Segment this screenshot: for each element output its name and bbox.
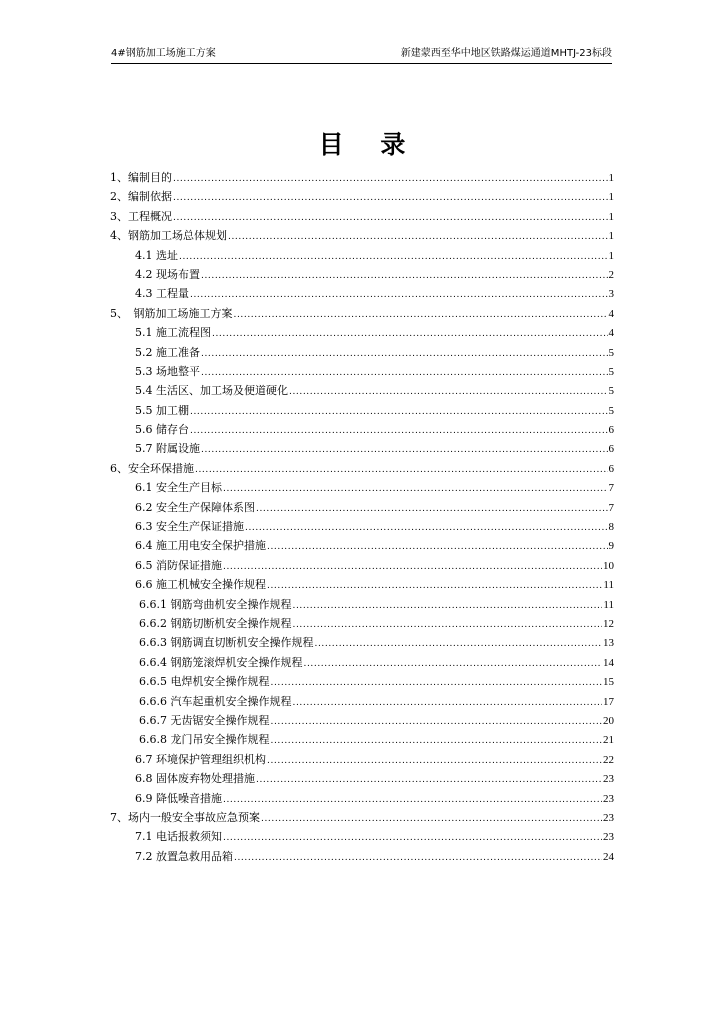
toc-page-number: 22 [603,753,614,766]
toc-dot-leader [201,265,608,284]
toc-entry[interactable] [110,343,614,362]
toc-entry[interactable] [110,847,614,866]
toc-page-number: 1 [608,172,614,184]
toc-entry[interactable] [110,633,614,652]
toc-page-number: 2 [608,268,614,281]
toc-entry[interactable] [110,556,614,575]
toc-entry[interactable] [110,459,614,478]
toc-page-number: 8 [608,521,614,534]
toc-entry[interactable] [110,692,614,711]
toc-entry-label: 6.2 安全生产保障体系图 [135,500,255,514]
toc-page-number: 1 [608,230,614,243]
toc-entry-label: 7、场内一般安全事故应急预案 [110,810,260,824]
toc-entry[interactable] [110,827,614,846]
toc-entry[interactable] [110,439,614,458]
toc-entry[interactable] [110,168,614,187]
toc-entry[interactable] [110,653,614,672]
toc-entry[interactable] [110,769,614,788]
toc-dot-leader [267,536,608,555]
toc-dot-leader [267,750,602,769]
toc-entry-label: 6.6.2 钢筋切断机安全操作规程 [139,616,292,630]
toc-page-number: 7 [608,482,614,495]
toc-dot-leader [261,808,602,827]
toc-page-number: 14 [603,656,614,669]
toc-entry[interactable] [110,420,614,439]
toc-dot-leader [293,692,603,711]
toc-page-number: 21 [603,734,614,747]
toc-entry[interactable] [110,575,614,594]
toc-page-number: 5 [608,404,614,417]
toc-page-number: 23 [603,831,614,844]
toc-page-number: 11 [603,579,614,592]
toc-dot-leader [212,323,608,342]
toc-entry-label: 2、编制依据 [110,190,172,204]
toc-page-number: 17 [603,695,614,708]
toc-page-number: 1 [608,210,614,223]
toc-entry-label: 3、工程概况 [110,209,172,223]
toc-dot-leader [271,711,603,730]
toc-page-number: 7 [608,501,614,514]
toc-entry[interactable] [110,789,614,808]
toc-entry[interactable] [110,517,614,536]
toc-entry-label: 6.6.1 钢筋弯曲机安全操作规程 [139,597,292,611]
toc-dot-leader [289,381,608,400]
toc-entry-label: 5.4 生活区、加工场及便道硬化 [135,384,288,398]
toc-entry[interactable] [110,730,614,749]
toc-entry-label: 4、钢筋加工场总体规划 [110,229,227,243]
toc-entry[interactable] [110,207,614,226]
toc-dot-leader [173,187,608,206]
toc-entry[interactable] [110,750,614,769]
toc-entry-label: 6.6.6 汽车起重机安全操作规程 [139,694,292,708]
toc-entry-label: 5.3 场地整平 [135,364,200,378]
toc-entry-label: 7.2 放置急救用品箱 [135,849,233,863]
toc-dot-leader [223,478,608,497]
toc-dot-leader [179,246,608,265]
toc-page-number: 23 [603,811,614,824]
toc-page-number: 23 [603,773,614,786]
toc-dot-leader [245,517,608,536]
page-header [111,47,612,64]
toc-entry[interactable] [110,265,614,284]
toc-page-number: 9 [608,540,614,553]
toc-dot-leader [223,556,602,575]
toc-entry[interactable] [110,711,614,730]
toc-page-number: 4 [608,307,614,320]
toc-entry-label: 6.6.7 无齿锯安全操作规程 [139,713,270,727]
toc-dot-leader [201,343,608,362]
toc-entry-label: 6.9 降低噪音措施 [135,791,222,805]
toc-dot-leader [201,439,608,458]
toc-entry-label: 6.6.4 钢筋笼滚焊机安全操作规程 [139,655,303,669]
toc-page-number: 6 [608,462,614,475]
toc-dot-leader [190,284,608,303]
toc-dot-leader [223,789,602,808]
toc-page-number: 23 [603,792,614,805]
toc-entry-label: 1、编制目的 [110,171,172,184]
toc-entry[interactable] [110,226,614,245]
toc-entry[interactable] [110,595,614,614]
toc-entry[interactable] [110,536,614,555]
toc-page-number: 5 [608,365,614,378]
toc-dot-leader [190,420,608,439]
toc-entry-label: 5.2 施工准备 [135,345,200,359]
toc-dot-leader [173,207,608,226]
toc-dot-leader [293,595,603,614]
toc-entry-label: 6.6.3 钢筋调直切断机安全操作规程 [139,636,314,650]
toc-entry-label: 5.7 附属设施 [135,442,200,456]
toc-dot-leader [314,633,602,652]
toc-entry-label: 5、 钢筋加工场施工方案 [110,306,233,320]
toc-dot-leader [195,459,608,478]
toc-entry[interactable] [110,808,614,827]
toc-entry[interactable] [110,304,614,323]
toc-entry[interactable] [110,672,614,691]
toc-dot-leader [271,672,603,691]
toc-entry-label: 4.1 选址 [135,248,178,262]
toc-entry-label: 6.4 施工用电安全保护措施 [135,539,266,553]
toc-dot-leader [173,168,608,187]
toc-entry-label: 6.3 安全生产保证措施 [135,520,244,534]
toc-dot-leader [293,614,603,633]
toc-dot-leader [228,226,608,245]
toc-dot-leader [201,362,608,381]
toc-page-number: 1 [608,191,614,204]
toc-page-number: 12 [603,617,614,630]
toc-page-number: 6 [608,424,614,437]
toc-dot-leader [223,827,602,846]
toc-dot-leader [304,653,603,672]
toc-entry-label: 6.6.5 电焊机安全操作规程 [139,675,270,689]
toc-entry-label: 5.1 施工流程图 [135,326,211,340]
toc-page-number: 5 [608,385,614,398]
toc-page-number: 24 [603,850,614,863]
toc-dot-leader [267,575,602,594]
toc-entry-label: 7.1 电话报救须知 [135,830,222,844]
toc-entry-label: 6.5 消防保证措施 [135,558,222,572]
toc-page-number: 3 [608,288,614,301]
toc-dot-leader [256,498,608,517]
toc-page-number: 10 [603,559,614,572]
toc-dot-leader [271,730,603,749]
toc-page-number: 15 [603,676,614,689]
toc-entry[interactable] [110,498,614,517]
toc-entry-label: 6.8 固体废弃物处理措施 [135,772,255,786]
header-project-section: 新建蒙西至华中地区铁路煤运通道MHTJ-23标段 [400,48,612,59]
toc-entry-label: 6.6.8 龙门吊安全操作规程 [139,733,270,747]
toc-entry[interactable] [110,323,614,342]
toc-dot-leader [256,769,602,788]
toc-page-number: 6 [608,443,614,456]
toc-dot-leader [234,847,602,866]
toc-entry-label: 4.3 工程量 [135,287,189,301]
toc-entry[interactable] [110,614,614,633]
toc-entry-label: 4.2 现场布置 [135,267,200,281]
toc-entry[interactable] [110,401,614,420]
toc-entry-label: 6.6 施工机械安全操作规程 [135,578,266,592]
toc-dot-leader [190,401,608,420]
toc-entry-label: 5.5 加工棚 [135,403,189,417]
toc-page-number: 13 [603,637,614,650]
toc-page-number: 4 [608,327,614,340]
toc-heading: 目 录 [318,130,420,159]
toc-entry[interactable] [110,478,614,497]
toc-entry[interactable] [110,381,614,400]
toc-entry[interactable] [110,284,614,303]
toc-page-number: 20 [603,714,614,727]
toc-entry[interactable] [110,246,614,265]
header-document-title: 4#钢筋加工场施工方案 [111,48,216,59]
toc-page-number: 5 [608,346,614,359]
toc-entry[interactable] [110,187,614,206]
table-of-contents [110,168,614,866]
toc-entry-label: 6.1 安全生产目标 [135,481,222,495]
toc-entry-label: 6.7 环境保护管理组织机构 [135,752,266,766]
toc-entry[interactable] [110,362,614,381]
toc-entry-label: 5.6 储存台 [135,423,189,437]
toc-page-number: 11 [603,598,614,611]
toc-dot-leader [234,304,608,323]
toc-page-number: 1 [608,249,614,262]
toc-entry-label: 6、安全环保措施 [110,461,194,475]
